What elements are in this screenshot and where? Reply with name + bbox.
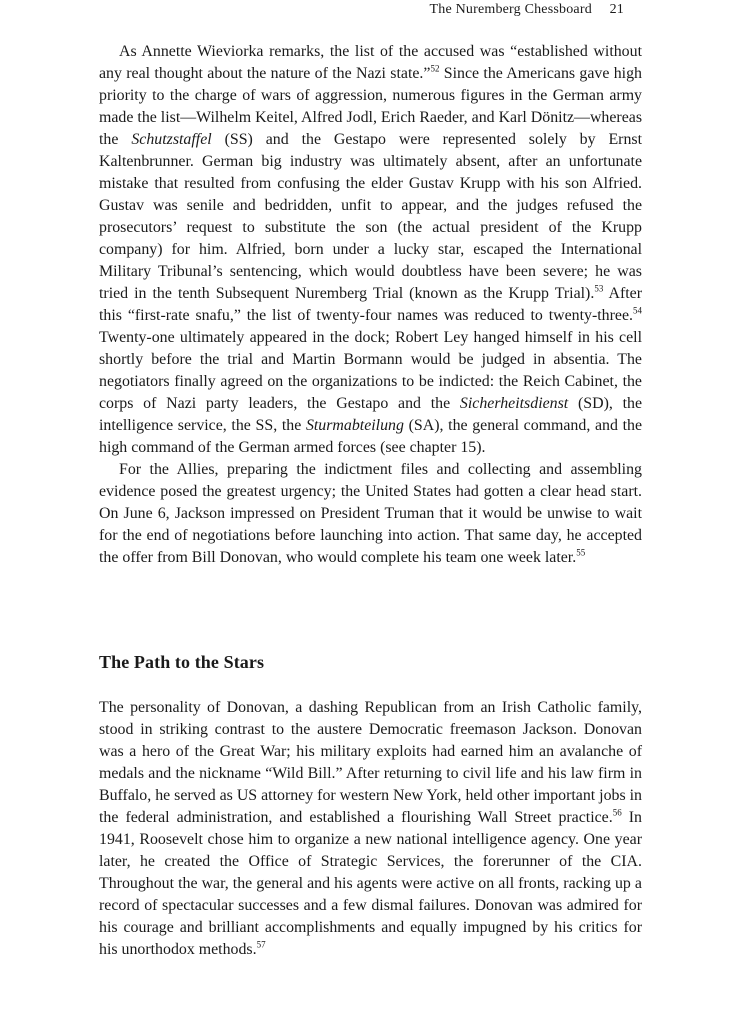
footnote-ref: 57: [256, 939, 266, 950]
text-run: After this “first-rate snafu,” the list of twenty-four names was reduced to twenty-three.: [99, 285, 642, 324]
running-head: [430, 2, 625, 18]
section-heading: The Path to the Stars: [99, 652, 265, 672]
running-title: The Nuremberg Chessboard: [429, 2, 592, 17]
footnote-ref: 54: [633, 305, 642, 316]
footnote-ref: 53: [594, 283, 604, 294]
italic-term: Sicherheitsdienst: [459, 395, 569, 412]
italic-term: Schutzstaffel: [131, 131, 212, 148]
paragraph-donovan: [99, 697, 642, 961]
text-run: In 1941, Roosevelt chose him to organize a new national intelligence agency. One year later, he created the Office of Strategic Services, the forerunner of the CIA. Throughout the war, the general and his agents were active on all fronts, racking up a record of spectacular successes and a few dismal failures. Donovan was admired for his courage and brilliant accomplishments and equally impugned by his critics for his unorthodox methods.: [99, 809, 642, 958]
text-run: The personality of Donovan, a dashing Republican from an Irish Catholic family, stood in striking contrast to the austere Democratic freemason Jackson. Donovan was a hero of the Great War; his military exploits had earned him an avalanche of medals and the nickname “Wild Bill.” After returning to civil life and his law firm in Buffalo, he served as US attorney for western New York, held other important jobs in the federal administration, and established a flourishing Wall Street practice.: [99, 699, 642, 826]
body-text-lower: [99, 697, 642, 961]
footnote-ref: 52: [430, 63, 440, 74]
italic-term: Sturmabteilung: [305, 417, 404, 434]
text-run: Since the Americans gave high priority to the charge of wars of aggression, numerous figures in the German army made the list—Wilhelm Keitel, Alfred Jodl, Erich Raeder, and Karl Dönitz—whereas the: [99, 65, 642, 148]
text-run: (SD), the intelligence service, the SS, the: [99, 395, 642, 434]
page-number: 21: [609, 2, 624, 17]
text-run: As Annette Wieviorka remarks, the list of the accused was “established without any real thought about the nature of the Nazi state.”: [99, 43, 642, 82]
footnote-ref: 55: [576, 547, 586, 558]
text-run: (SS) and the Gestapo were represented solely by Ernst Kaltenbrunner. German big industry was ultimately absent, after an unfortunate mistake that resulted from confusing the elder Gustav Krupp with his son Alfried. Gustav was senile and bedridden, unfit to appear, and the judges refused the prosecutors’ request to substitute the son (the actual president of the Krupp company) for him. Alfried, born under a lucky star, escaped the International Military Tribunal’s sentencing, which would doubtless have been severe; he was tried in the tenth Subsequent Nuremberg Trial (known as the Krupp Trial).: [99, 131, 643, 302]
text-run: (SA), the general command, and the high command of the German armed forces (see chapter 15).: [99, 417, 642, 456]
footnote-ref: 56: [612, 807, 622, 818]
paragraph-allies-urgency: [99, 459, 642, 569]
body-text-upper: [99, 41, 642, 569]
paragraph-accused-list: [99, 41, 642, 459]
text-run: For the Allies, preparing the indictment files and collecting and assembling evidence posed the greatest urgency; the United States had gotten a clear head start. On June 6, Jackson impressed on President Truman that it would be unwise to wait for the end of negotiations before launching into action. That same day, he accepted the offer from Bill Donovan, who would complete his team one week later.: [99, 461, 642, 566]
text-run: Twenty-one ultimately appeared in the dock; Robert Ley hanged himself in his cell shortly before the trial and Martin Bormann would be judged in absentia. The negotiators finally agreed on the organizations to be indicted: the Reich Cabinet, the corps of Nazi party leaders, the Gestapo and the: [99, 329, 642, 412]
